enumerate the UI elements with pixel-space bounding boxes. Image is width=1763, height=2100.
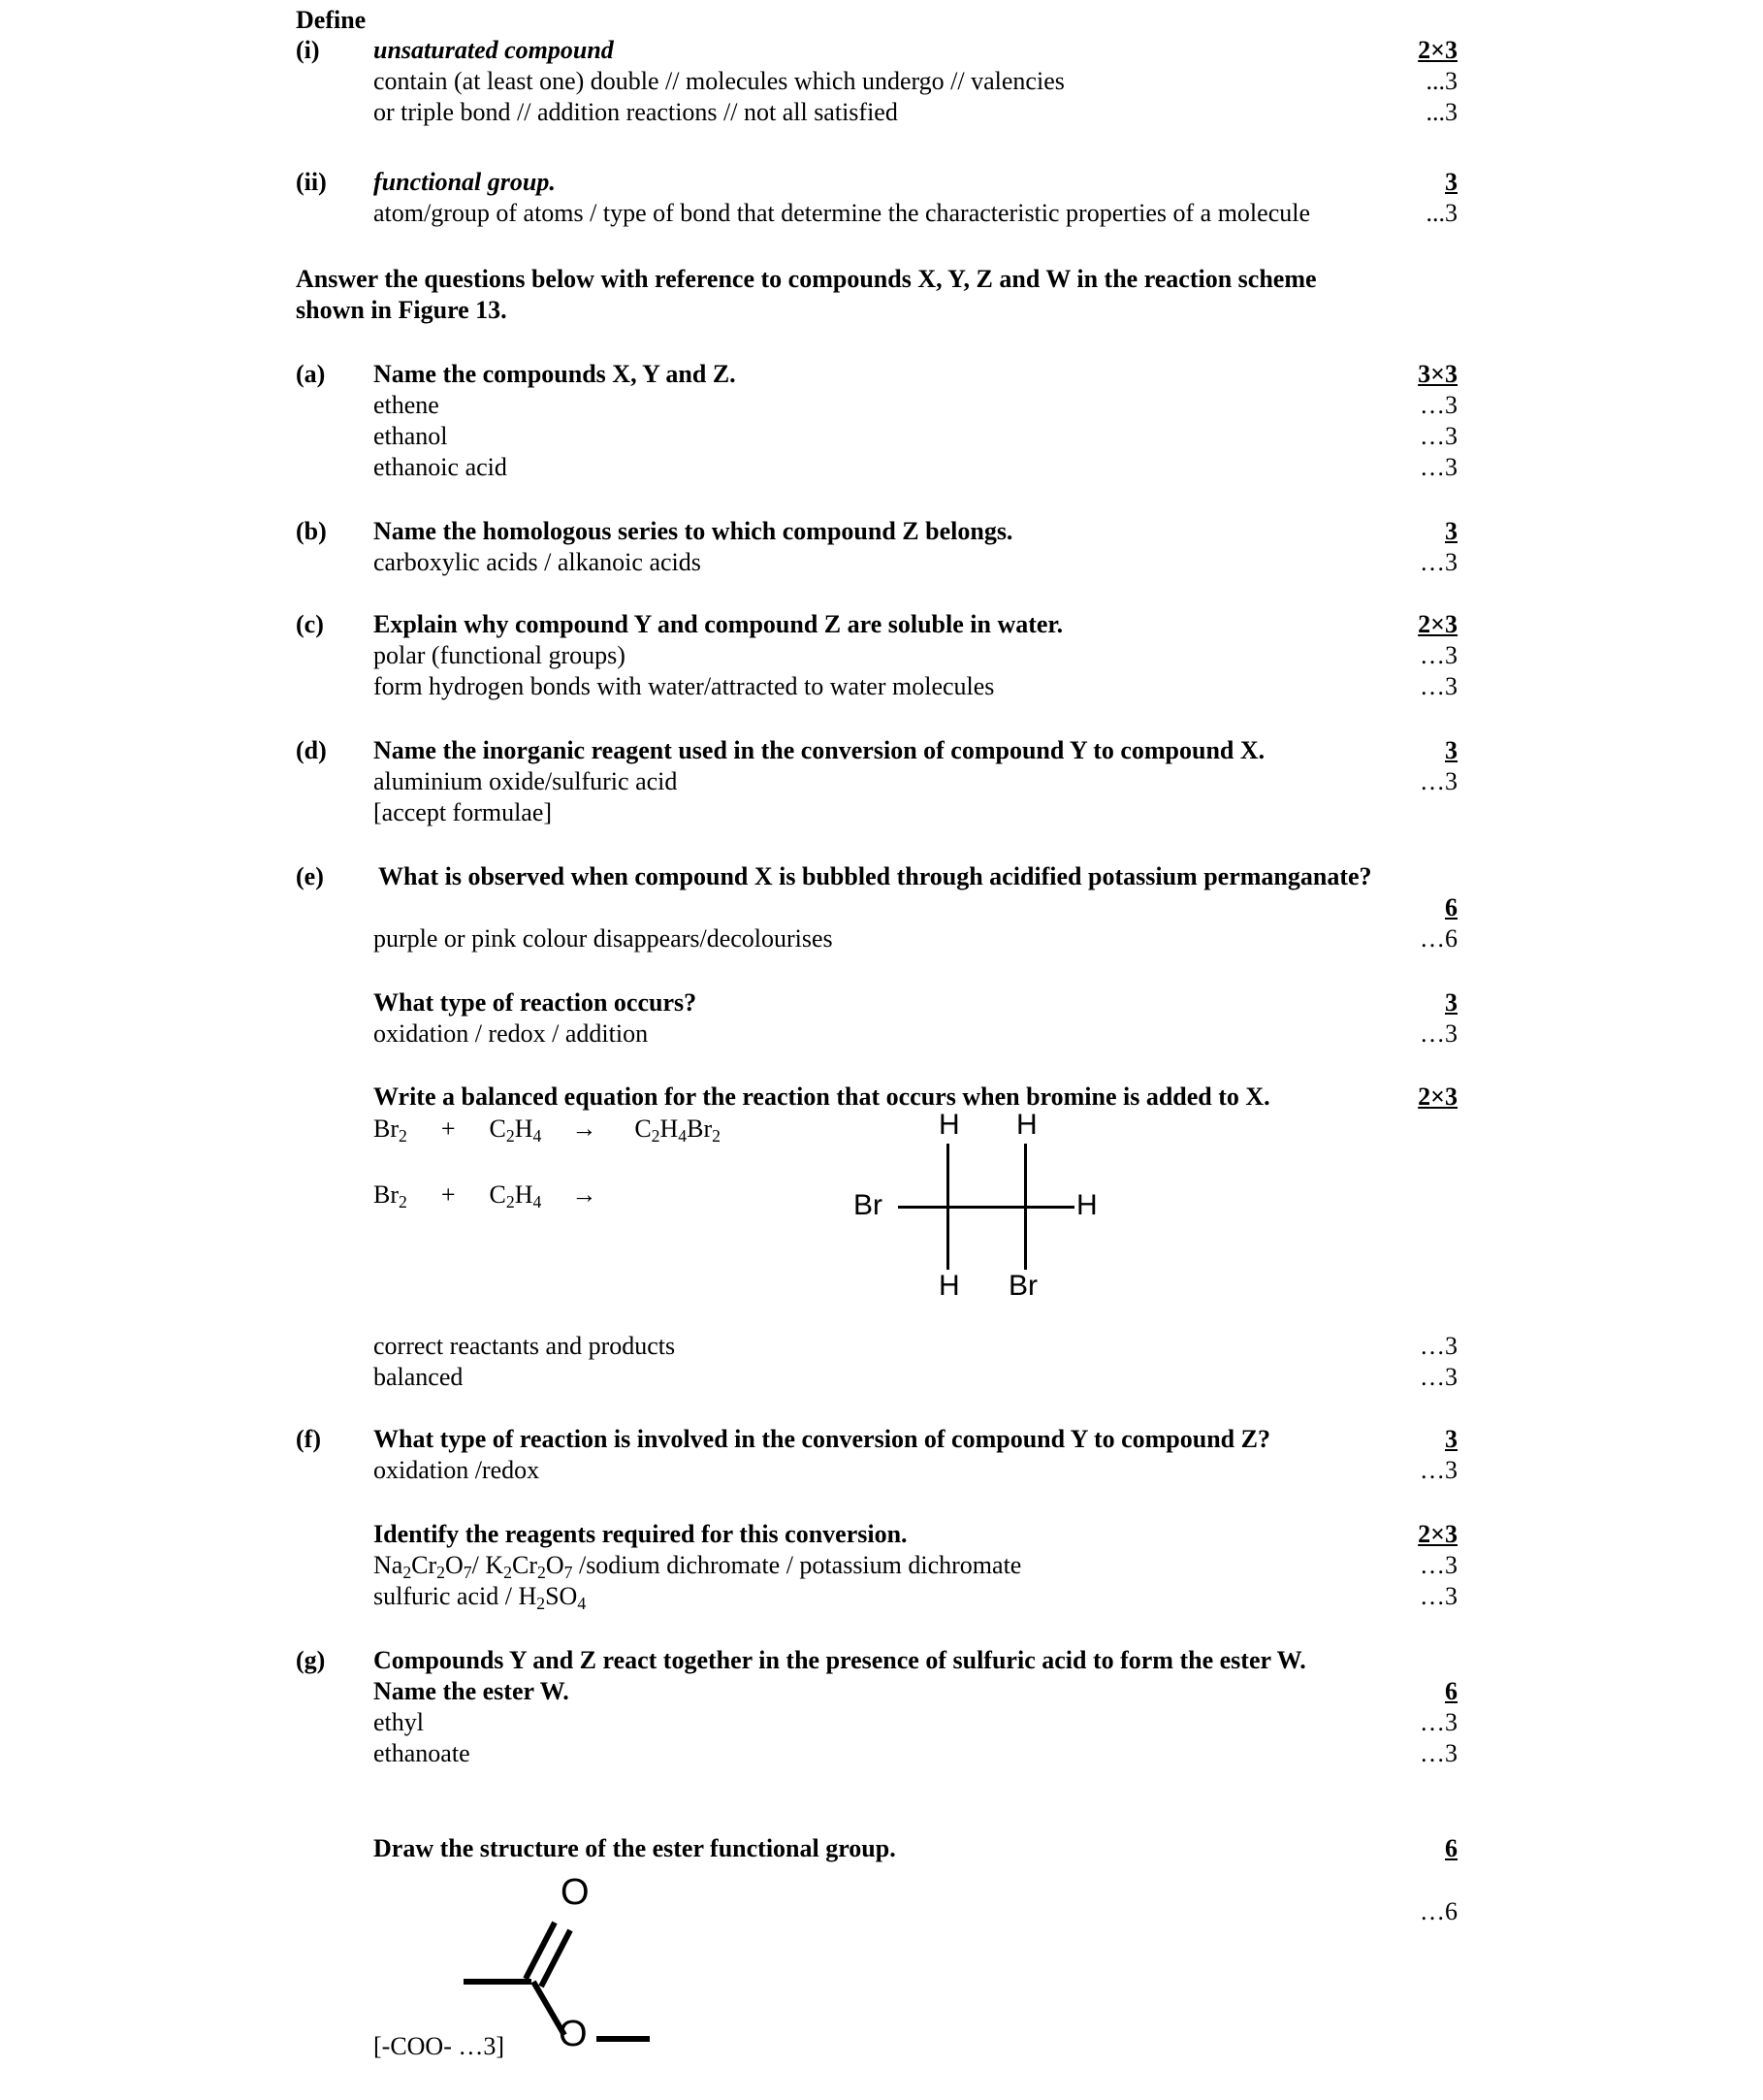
equation-1-arrow: →: [571, 1115, 597, 1143]
item-i-answer-2-mark: ...3: [1426, 98, 1458, 126]
formula-sulfuric-acid: $H_2SO_4$: [518, 1582, 587, 1613]
part-b-answer-1-mark: …3: [1420, 548, 1458, 576]
part-g-answer-2-mark: …3: [1420, 1739, 1458, 1767]
bond-horizontal-center: [946, 1206, 1026, 1209]
part-d-mark: 3: [1445, 736, 1458, 764]
part-e-answer-1: purple or pink colour disappears/decolourises: [373, 924, 833, 953]
part-g-question-line-2: Name the ester W.: [373, 1677, 569, 1705]
part-c-answer-2-mark: …3: [1420, 672, 1458, 700]
item-mark-ii: 3: [1445, 168, 1458, 196]
part-a-answer-3-mark: …3: [1420, 453, 1458, 481]
part-g-sub-1-footnote: [-COO- …3]: [373, 2032, 505, 2060]
item-ii-answer-1: atom/group of atoms / type of bond that determine the characteristic properties of a molecule: [373, 199, 1310, 227]
part-c-answer-1-mark: …3: [1420, 641, 1458, 669]
part-a-question: Name the compounds X, Y and Z.: [373, 360, 736, 388]
equation-line-1: [373, 1114, 721, 1145]
part-g-mark: 6: [1445, 1677, 1458, 1705]
define-heading: Define: [296, 6, 367, 34]
part-e-sub-2-answer-1: correct reactants and products: [373, 1332, 676, 1360]
part-g-question-line-1: Compounds Y and Z react together in the presence of sulfuric acid to form the ester W.: [373, 1646, 1306, 1674]
dibromoethane-structure-diagram: [853, 1111, 1144, 1305]
part-b-answer-1: carboxylic acids / alkanoic acids: [373, 548, 701, 576]
part-e-sub-2-answer-2: balanced: [373, 1363, 464, 1391]
part-g-answer-2: ethanoate: [373, 1739, 470, 1767]
item-term-ii: functional group.: [373, 168, 556, 196]
part-a-answer-1: ethene: [373, 391, 439, 419]
part-f-sub-1-answer-2: sulfuric acid / $H_2SO_4$: [373, 1582, 587, 1613]
part-f-sub-1-question: Identify the reagents required for this conversion.: [373, 1520, 908, 1548]
part-label-e: (e): [296, 862, 324, 890]
part-label-f: (f): [296, 1425, 321, 1453]
equation-1-br2: $Br_2$: [373, 1115, 407, 1146]
equation-2-c2h4: $C_2H_4$: [489, 1180, 542, 1212]
part-b-question: Name the homologous series to which compound Z belongs.: [373, 517, 1013, 545]
part-e-sub-2-mark: 2×3: [1418, 1082, 1458, 1111]
part-e-sub-1-answer-1-mark: …3: [1420, 1019, 1458, 1048]
part-d-answer-1-mark: …3: [1420, 767, 1458, 795]
part-label-b: (b): [296, 517, 327, 545]
part-e-sub-1-question: What type of reaction occurs?: [373, 988, 697, 1017]
part-a-answer-1-mark: …3: [1420, 391, 1458, 419]
equation-1-product: $C_2H_4Br_2$: [634, 1115, 721, 1146]
part-b-mark: 3: [1445, 517, 1458, 545]
structure-atom-bottom-left-h: H: [939, 1270, 960, 1302]
ester-atom-carbonyl-oxygen: O: [561, 1872, 590, 1913]
part-g-sub-1-diagram-mark: …6: [1420, 1897, 1458, 1925]
item-i-answer-1: contain (at least one) double // molecules which undergo // valencies: [373, 67, 1065, 95]
part-e-sub-1-mark: 3: [1445, 988, 1458, 1017]
part-a-answer-2-mark: …3: [1420, 422, 1458, 450]
part-e-sub-2-answer-2-mark: …3: [1420, 1363, 1458, 1391]
equation-2-br2: $Br_2$: [373, 1180, 407, 1212]
item-term-i: unsaturated compound: [373, 36, 614, 64]
bond-vertical-top-left: [946, 1144, 949, 1208]
equation-1-plus: +: [440, 1115, 456, 1143]
part-a-mark: 3×3: [1418, 360, 1458, 388]
part-e-sub-1-answer-1: oxidation / redox / addition: [373, 1019, 649, 1048]
equation-1-c2h4: $C_2H_4$: [489, 1115, 542, 1146]
equation-2-plus: +: [440, 1180, 456, 1209]
part-label-d: (d): [296, 736, 327, 764]
bond-vertical-bottom-right: [1024, 1206, 1027, 1270]
item-label-i: (i): [296, 36, 320, 64]
equation-2-arrow: →: [571, 1180, 597, 1209]
structure-atom-top-left-h: H: [939, 1109, 960, 1141]
part-d-answer-2: [accept formulae]: [373, 798, 553, 826]
part-e-answer-1-mark: …6: [1420, 924, 1458, 953]
part-e-question: What is observed when compound X is bubbled through acidified potassium permanganate?: [378, 862, 1372, 890]
part-label-c: (c): [296, 610, 324, 638]
part-label-a: (a): [296, 360, 326, 388]
item-i-answer-1-mark: ...3: [1426, 67, 1458, 95]
part-e-mark: 6: [1445, 893, 1458, 921]
item-i-answer-2: or triple bond // addition reactions // not all satisfied: [373, 98, 898, 126]
item-ii-answer-1-mark: ...3: [1426, 199, 1458, 227]
part-c-question: Explain why compound Y and compound Z are soluble in water.: [373, 610, 1064, 638]
part-label-g: (g): [296, 1646, 326, 1674]
structure-atom-right-h: H: [1076, 1189, 1098, 1221]
intro-line-1: Answer the questions below with reference to compounds X, Y, Z and W in the reaction scheme: [296, 265, 1317, 293]
part-f-answer-1-mark: …3: [1420, 1456, 1458, 1484]
part-g-answer-1: ethyl: [373, 1708, 424, 1736]
intro-line-2: shown in Figure 13.: [296, 296, 507, 324]
ester-atom-ester-oxygen: O: [559, 2014, 588, 2054]
bond-vertical-bottom-left: [946, 1206, 949, 1270]
ester-functional-group-diagram: [456, 1872, 708, 2056]
structure-atom-top-right-h: H: [1016, 1109, 1038, 1141]
bond-vertical-top-right: [1024, 1144, 1027, 1208]
part-f-mark: 3: [1445, 1425, 1458, 1453]
part-c-mark: 2×3: [1418, 610, 1458, 638]
part-a-answer-3: ethanoic acid: [373, 453, 507, 481]
part-f-answer-1: oxidation /redox: [373, 1456, 540, 1484]
part-d-question: Name the inorganic reagent used in the conversion of compound Y to compound X.: [373, 736, 1266, 764]
bond-horizontal-right: [1024, 1206, 1074, 1209]
part-f-sub-1-answer-1: $Na_2Cr_2O_7/$ $K_2Cr_2O_7$ /sodium dichromate / potassium dichromate: [373, 1551, 1022, 1582]
part-c-answer-1: polar (functional groups): [373, 641, 625, 669]
item-mark-i: 2×3: [1418, 36, 1458, 64]
structure-atom-left-br: Br: [853, 1189, 882, 1221]
part-f-question: What type of reaction is involved in the conversion of compound Y to compound Z?: [373, 1425, 1270, 1453]
part-c-answer-2: form hydrogen bonds with water/attracted to water molecules: [373, 672, 995, 700]
part-f-sub-1-answer-1-mark: …3: [1420, 1551, 1458, 1579]
part-f-sub-1-answer-2-mark: …3: [1420, 1582, 1458, 1610]
bond-horizontal-left: [898, 1206, 948, 1209]
item-label-ii: (ii): [296, 168, 327, 196]
part-f-sub-1-mark: 2×3: [1418, 1520, 1458, 1548]
part-g-answer-1-mark: …3: [1420, 1708, 1458, 1736]
part-e-sub-2-answer-1-mark: …3: [1420, 1332, 1458, 1360]
part-d-answer-1: aluminium oxide/sulfuric acid: [373, 767, 678, 795]
formula-sodium-dichromate: $Na_2Cr_2O_7$: [373, 1551, 472, 1582]
structure-atom-bottom-right-br: Br: [1009, 1270, 1038, 1302]
equation-line-2: [373, 1179, 596, 1211]
part-g-sub-1-mark: 6: [1445, 1834, 1458, 1862]
part-e-sub-2-question: Write a balanced equation for the reaction that occurs when bromine is added to X.: [373, 1082, 1270, 1111]
formula-potassium-dichromate: $K_2Cr_2O_7$: [485, 1551, 573, 1582]
part-g-sub-1-question: Draw the structure of the ester functional group.: [373, 1834, 896, 1862]
part-a-answer-2: ethanol: [373, 422, 448, 450]
